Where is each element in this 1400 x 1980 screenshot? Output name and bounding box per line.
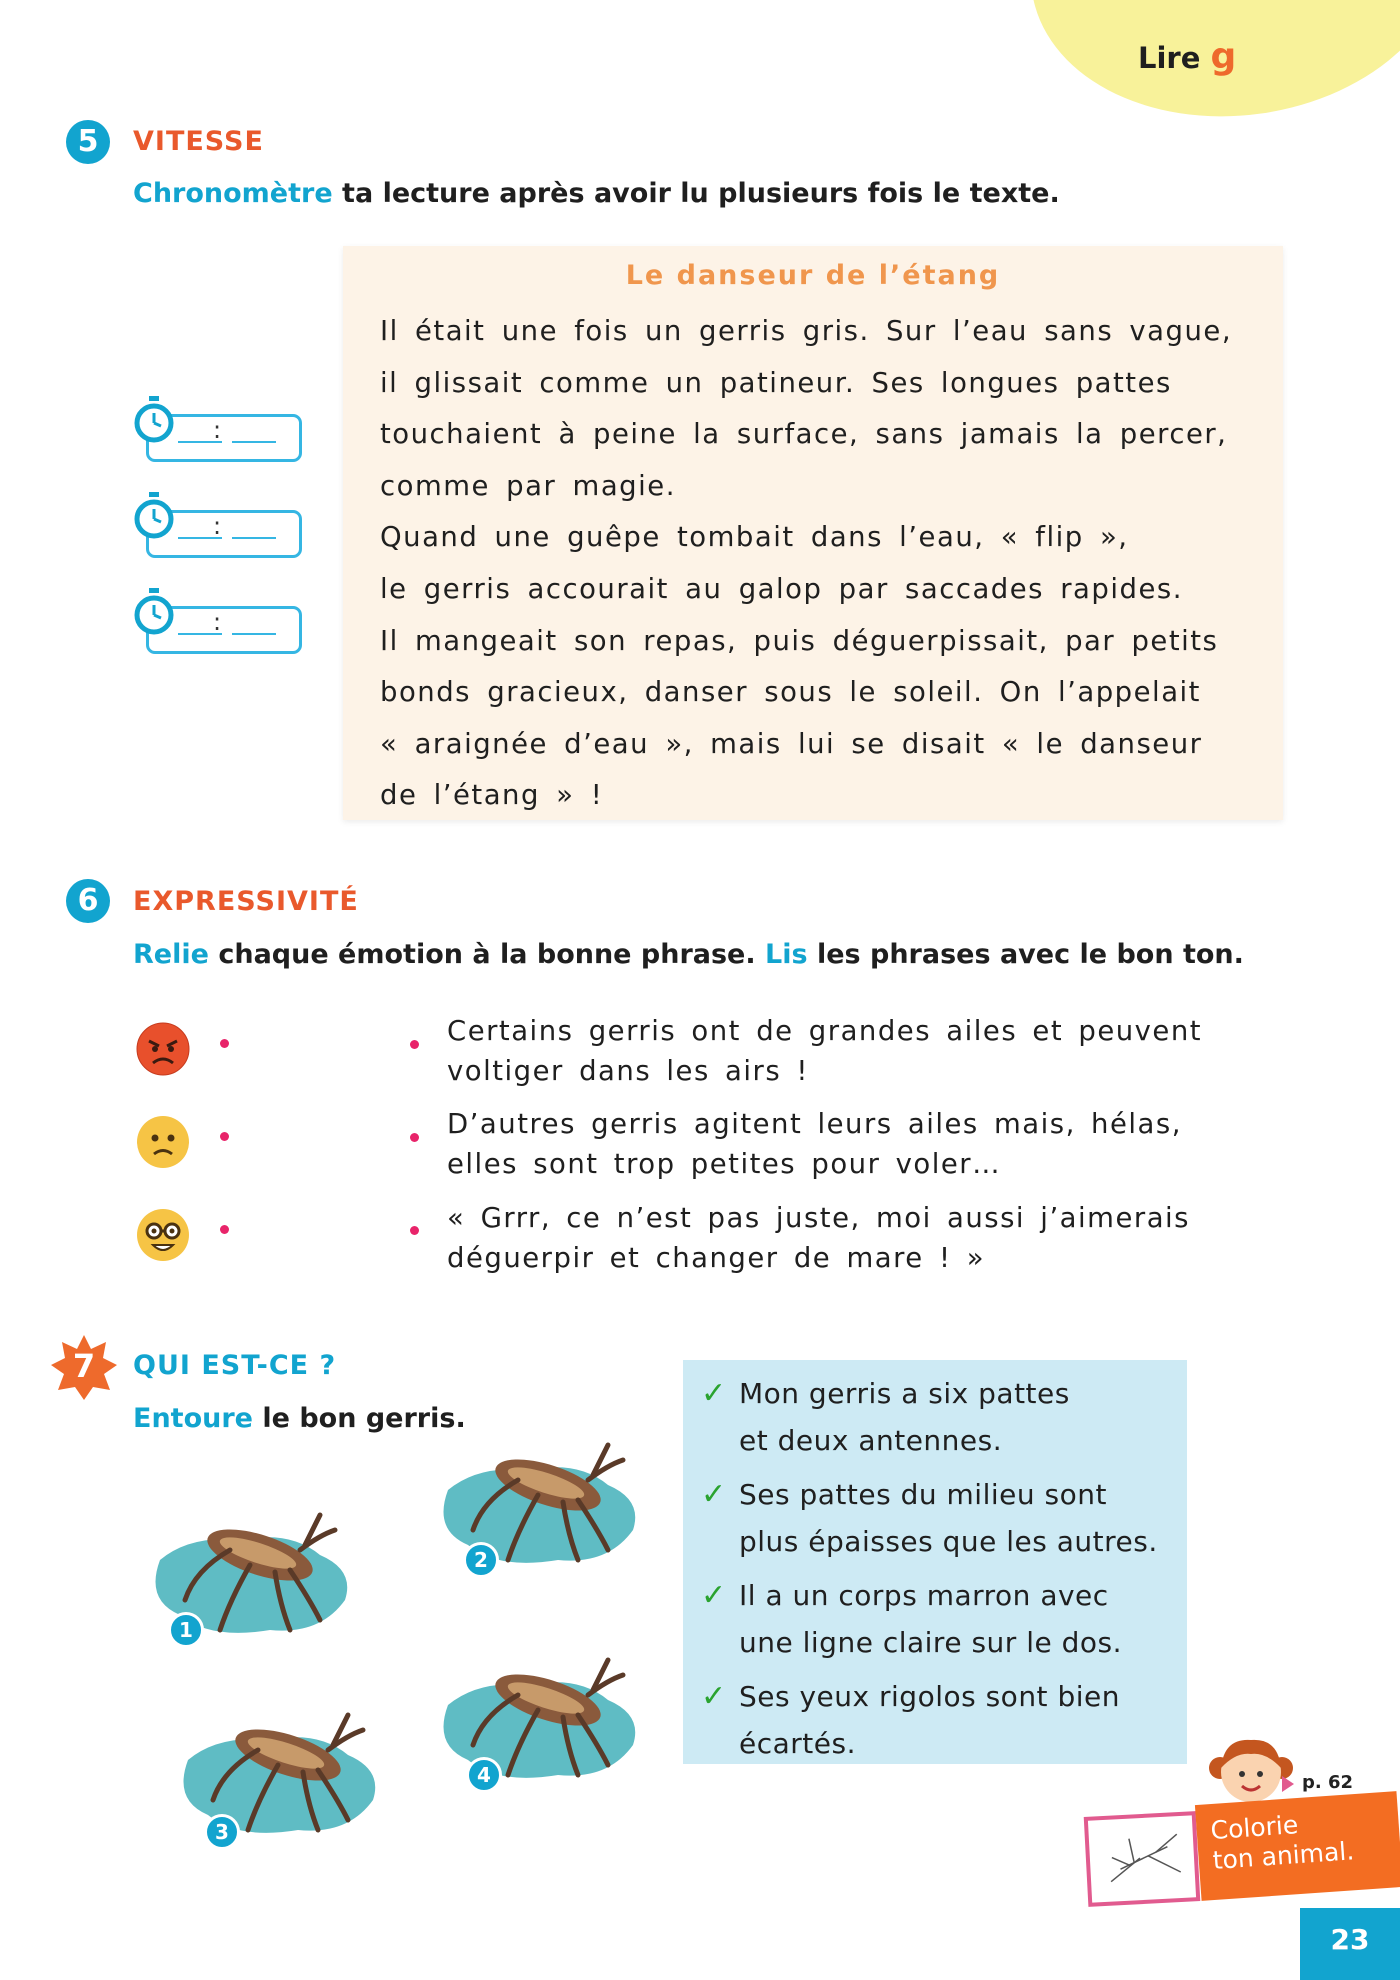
water-strider-3[interactable] [168,1690,388,1860]
water-strider-2[interactable] [428,1420,648,1590]
clue-box: ✓ Mon gerris a six pattes et deux antennes. ✓ Ses pattes du milieu sont plus épaisses que les autres. ✓ Il a un corps marron avec une ligne claire sur le dos. ✓ Ses yeux rigolos sont bien écartés. [683,1360,1187,1764]
reading-line: comme par magie. [380,469,676,502]
sentence-3: « Grrr, ce n’est pas juste, moi aussi j’aimerais déguerpir et changer de mare ! » [447,1202,1191,1274]
water-strider-1[interactable] [140,1490,360,1660]
sentence-dot-2[interactable] [410,1133,419,1142]
ex7-instruction: Entoure le bon gerris. [133,1403,466,1434]
water-strider-icon [168,1690,388,1860]
reading-title: Le danseur de l’étang [625,260,1001,291]
ex6-title: EXPRESSIVITÉ [133,886,359,917]
check-icon: ✓ [701,1578,727,1613]
sentence-dot-1[interactable] [410,1040,419,1049]
reading-line: Il était une fois un gerris gris. Sur l’eau sans vague, [380,315,1233,347]
bug-label-3: 3 [204,1814,240,1850]
emotion-dot-2[interactable] [220,1132,229,1141]
reading-line: « araignée d’eau », mais lui se disait « le danseur [380,727,1203,760]
ex6-number: 6 [66,879,110,923]
water-strider-icon [428,1635,648,1805]
ex5-title: VITESSE [133,126,264,157]
timer-3[interactable]: : [132,596,302,652]
reading-line: Quand une guêpe tombait dans l’eau, « flip », [380,521,1129,554]
reading-box [343,246,1283,820]
stopwatch-icon [132,492,176,542]
sentence-2: D’autres gerris agitent leurs ailes mais, hélas, elles sont trop petites pour voler… [447,1108,1182,1180]
lire-label: Lire g [1138,36,1237,77]
reading-line: le gerris accourait au galop par saccades rapides. [380,572,1183,605]
check-icon: ✓ [701,1376,727,1411]
timer-1[interactable]: : [132,404,302,460]
page-reference[interactable]: p. 62 [1302,1772,1354,1793]
timer-2[interactable]: : [132,500,302,556]
nerd-face-icon [135,1207,191,1263]
water-strider-icon [428,1420,648,1590]
emotion-dot-3[interactable] [220,1225,229,1234]
ex6-instruction: Relie chaque émotion à la bonne phrase. Lis les phrases avec le bon ton. [133,939,1244,970]
reading-line: touchaient à peine la surface, sans jamais la percer, [380,418,1228,451]
bug-label-2: 2 [463,1542,499,1578]
arrow-icon [1282,1776,1294,1792]
sentence-1: Certains gerris ont de grandes ailes et peuvent voltiger dans les airs ! [447,1015,1203,1087]
emotion-dot-1[interactable] [220,1039,229,1048]
sad-face-icon [135,1114,191,1170]
bug-label-4: 4 [466,1757,502,1793]
water-strider-4[interactable] [428,1635,648,1805]
reading-text [380,306,1232,822]
reading-line: de l’étang » ! [380,779,604,812]
colorie-banner[interactable]: Colorie ton animal. [1195,1791,1400,1901]
check-icon: ✓ [701,1477,727,1512]
angry-face-icon [135,1021,191,1077]
water-strider-sketch-icon [1088,1815,1196,1902]
ex5-number: 5 [66,120,110,164]
sentence-dot-3[interactable] [410,1226,419,1235]
ex5-instruction: Chronomètre ta lecture après avoir lu plusieurs fois le texte. [133,178,1060,209]
reading-line: Il mangeait son repas, puis déguerpissait, par petits [380,624,1219,657]
bug-label-1: 1 [168,1612,204,1648]
stopwatch-icon [132,588,176,638]
reading-line: bonds gracieux, danser sous le soleil. On l’appelait [380,676,1201,709]
letter-g: g [1210,36,1237,77]
ex7-number: 7 [50,1333,118,1401]
stopwatch-icon [132,396,176,446]
reading-line: il glissait comme un patineur. Ses longues pattes [380,366,1172,399]
water-strider-thumbnail[interactable] [1084,1811,1201,1907]
page-number: 23 [1300,1908,1400,1980]
check-icon: ✓ [701,1679,727,1714]
ex7-title: QUI EST-CE ? [133,1350,337,1381]
